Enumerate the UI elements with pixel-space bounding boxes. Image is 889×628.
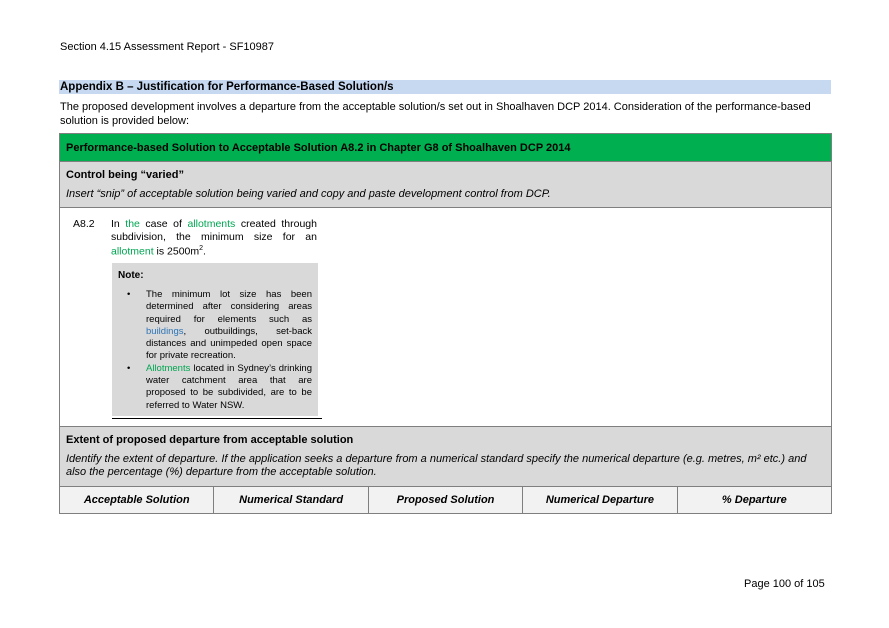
control-title: Control being “varied”: [66, 169, 184, 181]
bullet-icon: •: [127, 362, 131, 374]
bullet-icon: •: [127, 289, 131, 300]
note-text: The minimum lot size has been determined after considering areas required for elements such as: [146, 289, 312, 325]
report-title: Section 4.15 Assessment Report - SF10987: [60, 41, 275, 53]
note-box: [112, 263, 318, 416]
superscript-2: 2: [199, 245, 204, 252]
control-varied-row: [60, 162, 831, 208]
column-header: Proposed Solution: [369, 487, 523, 513]
snip-text: [111, 218, 317, 258]
glossary-link-allotments[interactable]: Allotments: [146, 362, 191, 374]
snip-text-part: .: [203, 245, 206, 258]
glossary-link-buildings[interactable]: buildings: [146, 325, 184, 337]
snip-code: A8.2: [73, 218, 95, 230]
extent-row: [60, 427, 831, 487]
appendix-heading: Appendix B – Justification for Performance-Based Solution/s: [59, 80, 831, 94]
snip-text-part: is 2500m: [153, 245, 200, 258]
control-instruction: Insert “snip” of acceptable solution being varied and copy and paste development control from DCP.: [66, 188, 551, 200]
intro-paragraph: The proposed development involves a departure from the acceptable solution/s set out in Shoalhaven DCP 2014. Consideration of the performance-based solution is provided below:: [60, 101, 811, 127]
justification-table: [59, 133, 832, 514]
glossary-link-allotment[interactable]: allotment: [111, 245, 154, 258]
snip-text-part: created through subdivision, the minimum size for an: [111, 218, 317, 243]
note-title: Note:: [118, 270, 144, 281]
table-green-heading: Performance-based Solution to Acceptable Solution A8.2 in Chapter G8 of Shoalhaven DCP 2014: [60, 134, 831, 162]
column-header: % Departure: [721, 494, 787, 506]
note-bullet-2: [118, 363, 312, 412]
column-header: Numerical Standard: [214, 487, 368, 513]
page-number: Page 100 of 105: [744, 578, 825, 590]
note-text: located in Sydney’s drinking water catchment area that are proposed to be subdivided, are to be referred to Water NSW.: [146, 362, 312, 411]
column-header: Acceptable Solution: [60, 487, 214, 513]
snip-text-part: case of: [139, 218, 188, 230]
departure-columns-header: [60, 487, 831, 513]
glossary-link-allotments[interactable]: allotments: [187, 218, 236, 230]
note-text: , outbuildings, set-back distances and unimpeded open space for private recreation.: [146, 325, 312, 362]
snip-row: [60, 208, 831, 427]
extent-title: Extent of proposed departure from acceptable solution: [66, 434, 354, 446]
snip-divider: [112, 418, 322, 419]
glossary-link-the[interactable]: the: [125, 218, 140, 230]
snip-text-part: In: [111, 218, 126, 230]
column-header: Numerical Departure: [523, 487, 677, 513]
extent-instruction: Identify the extent of departure. If the application seeks a departure from a numerical standard specify the numerical departure (e.g. metres, m² etc.) and also the percentage (%) departure from the acceptable solution.: [66, 453, 807, 478]
note-list: [118, 289, 312, 412]
note-bullet-1: [118, 289, 312, 363]
